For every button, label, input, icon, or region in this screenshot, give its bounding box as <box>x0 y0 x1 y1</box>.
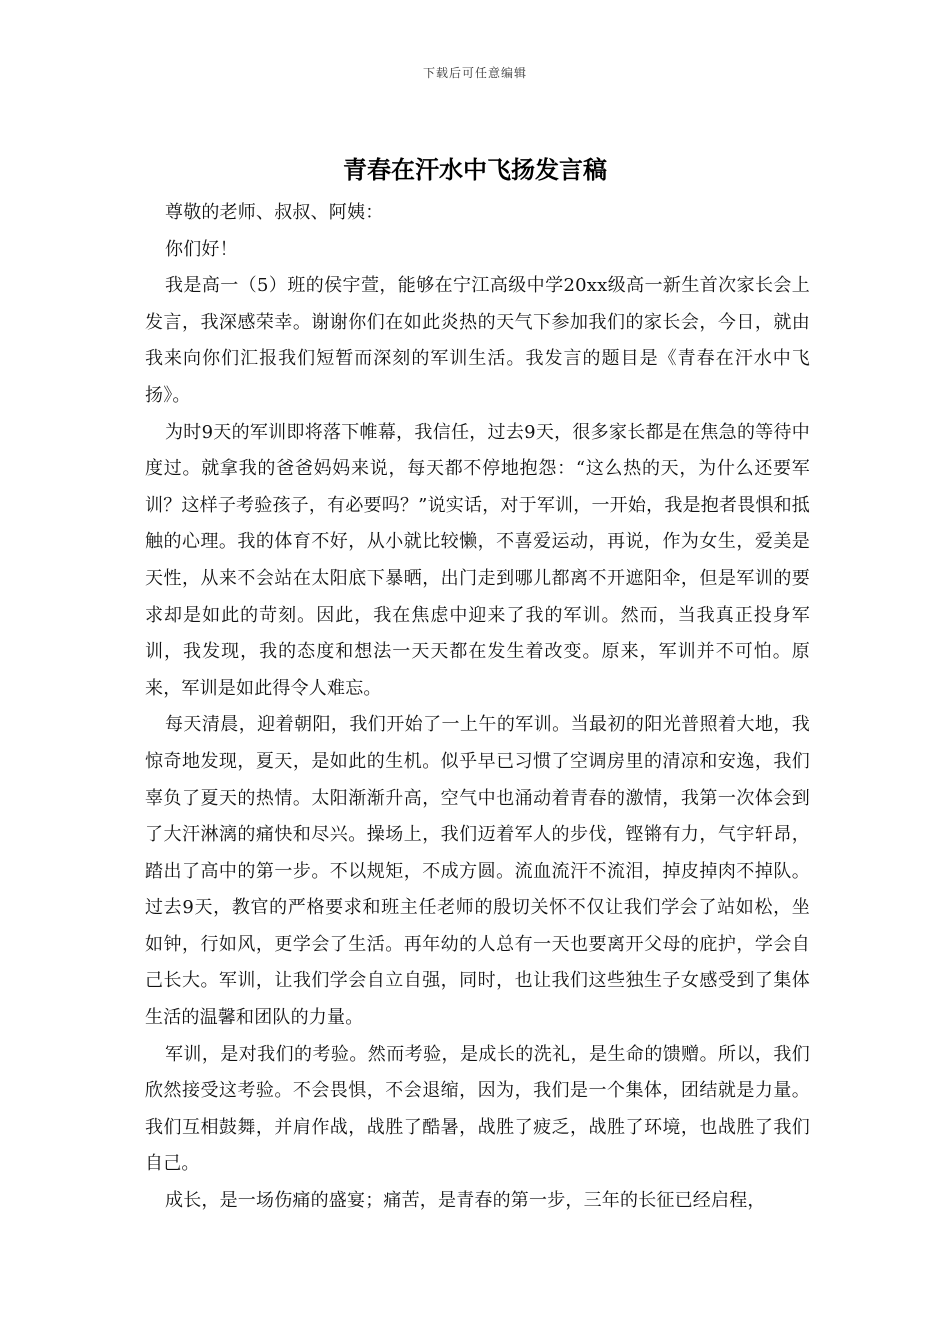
document-title: 青春在汗水中飞扬发言稿 <box>343 155 607 184</box>
paragraph: 军训，是对我们的考验。然而考验，是成长的洗礼，是生命的馈赠。所以，我们欣然接受这考验。不会畏惧，不会退缩，因为，我们是一个集体，团结就是力量。我们互相鼓舞，并肩作战，战胜了酷暑，战胜了疲乏，战胜了环境，也战胜了我们自己。 <box>145 1043 810 1175</box>
paragraph-greeting: 你们好！ <box>165 238 238 260</box>
document-body <box>145 195 810 1220</box>
paragraph: 每天清晨，迎着朝阳，我们开始了一上午的军训。当最初的阳光普照着大地，我惊奇地发现，夏天，是如此的生机。似乎早已习惯了空调房里的清凉和安逸，我们辜负了夏天的热情。太阳渐渐升高，空气中也涌动着青春的激情，我第一次体会到了大汗淋漓的痛快和尽兴。操场上，我们迈着军人的步伐，铿锵有力，气宇轩昂，踏出了高中的第一步。不以规矩，不成方圆。流血流汗不流泪，掉皮掉肉不掉队。过去9天，教官的严格要求和班主任老师的殷切关怀不仅让我们学会了站如松，坐如钟，行如风，更学会了生活。再年幼的人总有一天也要离开父母的庇护，学会自己长大。军训，让我们学会自立自强，同时，也让我们这些独生子女感受到了集体生活的温馨和团队的力量。 <box>145 714 810 1029</box>
paragraph: 成长，是一场伤痛的盛宴；痛苦，是青春的第一步，三年的长征已经启程， <box>165 1190 766 1212</box>
paragraph: 为时9天的军训即将落下帷幕，我信任，过去9天，很多家长都是在焦急的等待中度过。就拿我的爸爸妈妈来说，每天都不停地抱怨：“这么热的天，为什么还要军训？这样子考验孩子，有必要吗？”说实话，对于军训，一开始，我是抱者畏惧和抵触的心理。我的体育不好，从小就比较懒，不喜爱运动，再说，作为女生，爱美是天性，从来不会站在太阳底下暴晒，出门走到哪儿都离不开遮阳伞，但是军训的要求却是如此的苛刻。因此，我在焦虑中迎来了我的军训。然而，当我真正投身军训，我发现，我的态度和想法一天天都在发生着改变。原来，军训并不可怕。原来，军训是如此得令人难忘。 <box>145 421 810 699</box>
header-note: 下载后可任意编辑 <box>422 66 527 80</box>
paragraph: 我是高一（5）班的侯宇萱，能够在宁江高级中学20xx级高一新生首次家长会上发言，我深感荣幸。谢谢你们在如此炎热的天气下参加我们的家长会，今日，就由我来向你们汇报我们短暂而深刻的军训生活。我发言的题目是《青春在汗水中飞扬》。 <box>145 275 810 406</box>
paragraph-salutation: 尊敬的老师、叔叔、阿姨： <box>165 202 384 223</box>
